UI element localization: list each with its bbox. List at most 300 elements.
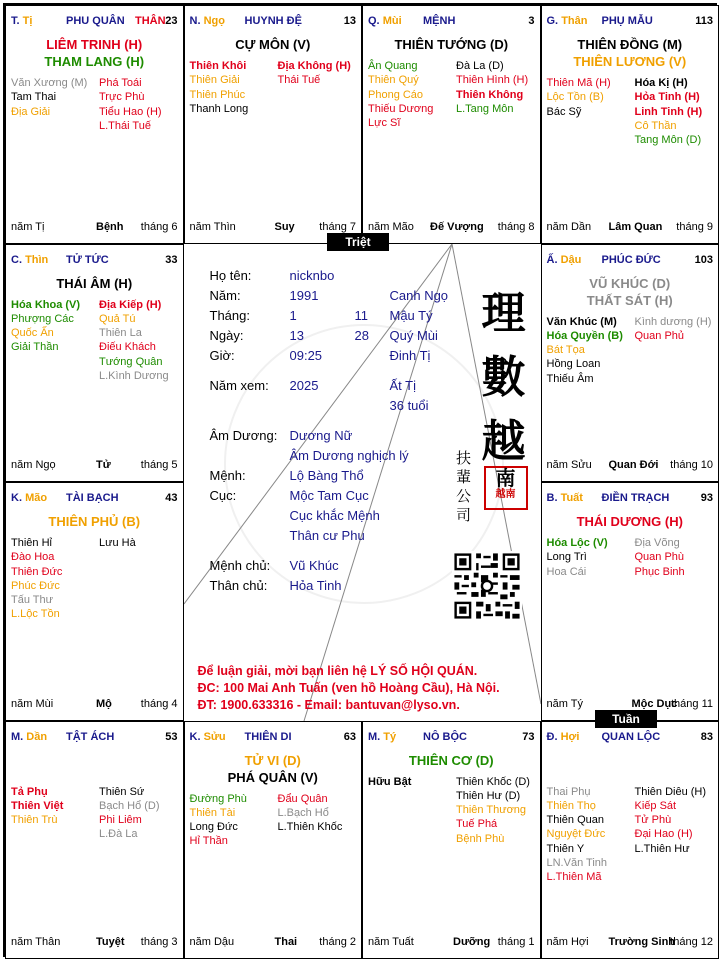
month-num: 11 [354,307,368,323]
contact-line-1: Để luận giải, mời bạn liên hệ LÝ SỐ HỘI QUÁN. [197,663,478,678]
palace-name: PHU QUÂN [66,15,125,27]
minor-star[interactable]: Hóa Khoa (V) [11,298,81,311]
palace-name: HUYNH ĐỆ [244,15,302,27]
palace-can: Q. [368,15,380,27]
palace-cuc-number: 3 [528,15,535,27]
palace-suu[interactable] [184,721,363,960]
palace-year: năm Thìn [189,220,236,233]
palace-tuat[interactable] [541,482,720,721]
main-star[interactable]: THIÊN ĐỒNG (M) [577,37,683,52]
minor-star[interactable]: Lực Sĩ [368,117,401,130]
palace-cuc-number: 93 [700,492,713,504]
palace-year: năm Tý [546,697,583,710]
minor-stars-right [635,315,719,344]
minor-star[interactable]: Thiên Sứ [99,785,145,798]
minor-star[interactable]: Thiên Tài [189,806,236,819]
minor-star[interactable]: Đào Hoa [11,551,55,564]
minor-stars-right [635,785,719,856]
palace-header [190,731,357,747]
minor-stars-right [635,76,719,147]
year-lunar: Canh Ngọ [389,287,449,303]
minor-star[interactable]: Điếu Khách [99,341,156,354]
palace-than-tag: THÂN [135,15,166,27]
cuc-value-1: Mộc Tam Cục [289,487,369,503]
calligraphy-small-char: 司 [455,505,471,524]
calligraphy-char: 理 [481,287,526,339]
palace-month: tháng 9 [676,220,713,233]
palace-name: TỬ TỨC [66,253,109,266]
minor-star[interactable]: Địa Giải [11,105,51,118]
minor-star[interactable]: L.Tang Môn [456,102,514,115]
minor-star[interactable]: Hỏa Tinh (H) [634,91,700,104]
minor-star[interactable]: Tuế Phá [456,818,498,831]
palace-name: THIÊN DI [244,730,292,743]
minor-star[interactable]: Thai Phụ [546,785,591,798]
minor-star[interactable]: Văn Xương (M) [11,77,88,89]
minor-star[interactable]: Cô Thần [634,119,677,132]
palace-stage: Bệnh [96,220,124,233]
minor-stars-left [11,785,95,828]
main-star[interactable]: THIÊN TƯỚNG (D) [394,37,509,52]
amduong-value-2: Âm Dương nghịch lý [289,447,409,463]
amduong-value-1: Dương Nữ [289,427,353,443]
palace-footer [368,221,535,235]
minor-star[interactable]: Tử Phù [634,814,672,827]
minor-star[interactable]: Tấu Thư [11,594,54,607]
palace-chi: Dần [26,730,48,743]
minor-stars-left [11,76,95,119]
minor-star[interactable]: Thái Tuế [277,74,321,87]
palace-can: B. [546,492,558,504]
main-star[interactable]: VŨ KHÚC (D) [589,275,671,291]
palace-cuc-number: 103 [694,253,713,266]
minor-star[interactable]: Phúc Đức [11,579,60,592]
palace-month: tháng 8 [497,220,535,233]
minor-star[interactable]: Quả Tú [99,312,136,325]
palace-year: năm Thân [11,936,61,948]
palace-can: M. [368,730,381,743]
minor-star[interactable]: Thiên Việt [11,799,64,812]
calligraphy-char: 數 [481,351,526,403]
palace-chi: Sửu [203,730,226,743]
minor-star[interactable]: Tiểu Hao (H) [99,105,162,118]
minor-star[interactable]: Thiên Giải [189,74,240,87]
palace-year: năm Tuất [368,936,414,948]
main-star[interactable]: THÁI ÂM (H) [56,275,133,291]
minor-star[interactable]: L.Đà La [99,828,138,841]
palace-mui[interactable] [362,5,541,244]
minor-star[interactable]: L.Thiên Hư [634,842,690,855]
calligraphy-small-char: 公 [455,486,471,505]
minor-star[interactable]: Long Trì [546,551,587,564]
palace-cuc-number: 53 [165,730,178,743]
minor-star[interactable]: Trực Phù [99,91,145,104]
minor-star[interactable]: Thiên Thọ [546,799,596,812]
palace-can: Ấ. [546,253,558,266]
minor-star[interactable]: Đà La (D) [456,60,504,72]
palace-chi: Tuất [560,492,583,504]
view-year-lunar: Ất Tị [389,377,416,393]
palace-cuc-number: 13 [343,15,356,27]
palace-ngo[interactable] [184,5,363,244]
palace-stage: Tử [96,459,111,471]
palace-header [11,15,178,31]
palace-stage: Thai [274,936,298,948]
palace-chi: Tý [383,730,397,743]
palace-chi: Tị [22,15,33,27]
palace-chi: Mão [25,492,48,504]
palace-cuc-number: 33 [165,253,178,266]
triet-tag: Triệt [327,233,389,251]
palace-stage: Dưỡng [453,936,491,948]
minor-star[interactable]: Quan Phù [634,551,685,564]
main-star[interactable]: CỰ MÔN (V) [235,37,311,52]
palace-header [547,15,714,31]
name-value: nicknbo [289,267,335,283]
minor-star[interactable]: Đại Hao (H) [634,828,693,841]
month-solar: 1 [289,307,297,323]
palace-footer [190,936,357,950]
calligraphy-small [454,449,474,525]
minor-star[interactable]: Địa Không (H) [277,60,351,72]
cuc-value-3: Thân cư Phu [289,527,365,543]
palace-chi: Dậu [560,253,582,266]
minor-star[interactable]: Hóa Kị (H) [634,77,688,89]
palace-cuc-number: 63 [343,730,356,743]
minor-stars-left [547,76,631,119]
palace-can: C. [11,253,22,266]
main-star[interactable]: THẤT SÁT (H) [586,292,673,308]
minor-star[interactable]: Thiên Hình (H) [456,74,529,87]
minor-star[interactable]: Tam Thai [11,91,57,104]
main-star[interactable]: THIÊN PHỦ (B) [48,514,141,529]
minor-star[interactable]: Phá Toái [99,77,142,89]
thanchu-label: Thân chủ: [209,577,268,593]
view-year-label: Năm xem: [209,377,269,393]
minor-stars-left [11,536,95,622]
palace-header [547,492,714,508]
palace-chi: Hợi [560,730,580,743]
palace-name: QUAN LỘC [601,730,661,743]
main-stars [542,275,719,309]
tuvi-chart [3,3,717,957]
year-label: Năm: [209,287,241,303]
main-star[interactable]: TỬ VI (D) [244,752,301,768]
minor-star[interactable]: LN.Văn Tinh [546,856,608,869]
palace-year: năm Dần [546,220,592,233]
minor-star[interactable]: Tả Phụ [11,785,48,798]
minor-star[interactable]: Thiên Phúc [189,88,246,101]
main-stars [542,36,719,70]
minor-star[interactable]: Hóa Lộc (V) [546,537,608,549]
minor-star[interactable]: Thiên Hỉ [11,537,52,549]
palace-month: tháng 5 [140,459,178,471]
minor-star[interactable]: Bệnh Phù [456,832,505,845]
palace-stage: Tuyệt [96,936,125,948]
palace-month: tháng 2 [319,936,356,948]
year-solar: 1991 [289,287,319,303]
minor-stars-left [368,59,452,130]
minor-star[interactable]: Phục Binh [634,565,685,578]
palace-can: N. [189,15,201,27]
minor-star[interactable]: L.Bạch Hổ [277,806,329,819]
menhchu-label: Mệnh chủ: [209,557,271,573]
seal-char: 南 [505,488,516,500]
palace-stage: Quan Đới [608,459,659,471]
palace-cuc-number: 83 [700,730,713,743]
minor-star[interactable]: Địa Kiếp (H) [99,298,162,311]
palace-header [11,492,178,508]
minor-star[interactable]: Phượng Các [11,312,74,325]
minor-stars-right [278,59,362,88]
cuc-value-2: Cục khắc Mệnh [289,507,380,523]
palace-stage: Trường Sinh [608,936,676,948]
minor-star[interactable]: L.Thiên Mã [546,871,602,884]
palace-cuc-number: 23 [165,15,178,27]
palace-month: tháng 6 [140,220,178,233]
minor-star[interactable]: Nguyệt Đức [546,828,606,841]
minor-star[interactable]: Thiếu Âm [546,372,594,385]
tuan-tag: Tuần [595,710,657,728]
hour-lunar: Đinh Tị [389,347,431,363]
day-num: 28 [354,327,369,343]
minor-star[interactable]: Hoa Cái [546,565,587,578]
red-seal-stamp [484,466,528,510]
minor-star[interactable]: L.Thiên Khốc [277,821,343,834]
palace-month: tháng 12 [670,936,713,948]
minor-star[interactable]: Hóa Quyền (B) [546,329,623,342]
menh-label: Mệnh: [209,467,246,483]
palace-stage: Mộ [96,697,112,710]
palace-year: năm Hợi [546,936,589,948]
palace-dan[interactable] [5,721,184,960]
amduong-label: Âm Dương: [209,427,278,443]
minor-stars-left [190,59,274,116]
palace-header [11,254,178,270]
palace-stage: Mộc Dục [631,697,678,710]
minor-star[interactable]: Thiên Hư (D) [456,789,521,802]
palace-stage: Đế Vượng [430,220,484,233]
minor-stars-right [99,76,183,133]
minor-star[interactable]: Bát Tọa [546,344,585,357]
palace-header [368,731,535,747]
minor-stars-right [99,785,183,842]
minor-star[interactable]: Thiên Không [456,88,524,101]
minor-star[interactable]: Hỉ Thần [189,835,228,848]
palace-name: ĐIỀN TRẠCH [601,492,670,504]
minor-star[interactable]: Linh Tinh (H) [634,105,703,118]
minor-star[interactable]: Thiếu Dương [368,102,434,115]
palace-thin[interactable] [5,244,184,483]
minor-star[interactable]: L.Kình Dương [99,369,169,382]
main-stars [363,36,540,53]
seal-char: 越 [495,488,506,500]
main-star[interactable]: THIÊN CƠ (D) [408,752,494,768]
palace-footer [11,698,178,712]
minor-stars-right [99,298,183,384]
palace-year: năm Dậu [189,936,235,948]
minor-star[interactable]: Thiên Thương [456,804,527,817]
palace-mao[interactable] [5,482,184,721]
minor-star[interactable]: Long Đức [189,821,238,834]
minor-star[interactable]: Thiên Quan [546,814,604,827]
hour-value: 09:25 [289,347,323,363]
minor-star[interactable]: Thiên Đức [11,565,63,578]
palace-cuc-number: 43 [165,492,178,504]
minor-stars-left [547,536,631,579]
main-stars [6,513,183,530]
main-star[interactable]: THÁI DƯƠNG (H) [576,514,683,529]
minor-star[interactable]: Hữu Bật [368,775,412,788]
calligraphy-small-char: 輩 [455,467,471,486]
palace-year: năm Mùi [11,697,54,710]
minor-stars-right [635,536,719,579]
minor-star[interactable]: Đường Phù [189,792,247,805]
minor-star[interactable]: Phong Cáo [368,88,424,101]
hour-label: Giờ: [209,347,235,363]
main-star[interactable]: LIÊM TRINH (H) [46,37,143,52]
main-stars [6,275,183,292]
main-star[interactable]: THIÊN LƯƠNG (V) [573,54,687,69]
minor-star[interactable]: Kiếp Sát [634,799,677,812]
palace-name: PHỤ MẪU [601,15,653,27]
day-lunar: Quý Mùi [389,327,438,343]
minor-star[interactable]: Đẩu Quân [277,792,328,805]
palace-year: năm Sửu [546,459,592,471]
palace-name: TẬT ÁCH [66,730,115,743]
palace-hoi[interactable] [541,721,720,960]
palace-month: tháng 1 [497,936,535,948]
minor-stars-left [11,298,95,355]
minor-stars-right [456,59,540,116]
palace-name: MỆNH [423,15,456,27]
palace-header [368,15,535,31]
minor-star[interactable]: Bác Sỹ [546,105,582,118]
age-value: 36 tuổi [389,397,429,413]
palace-can: K. [11,492,22,504]
minor-star[interactable]: Bạch Hổ (D) [99,799,160,812]
palace-header [547,731,714,747]
minor-star[interactable]: Thiên Diêu (H) [634,785,707,798]
minor-star[interactable]: Tướng Quân [99,355,163,368]
palace-ty[interactable] [362,721,541,960]
palace-month: tháng 11 [670,697,713,710]
palace-footer [11,221,178,235]
calligraphy-small-char: 扶 [455,448,471,467]
minor-star[interactable]: Thiên Trù [11,814,58,827]
minor-star[interactable]: Lưu Hà [99,537,136,549]
palace-than[interactable] [541,5,720,244]
palace-dau[interactable] [541,244,720,483]
minor-star[interactable]: Hồng Loan [546,358,601,371]
minor-star[interactable]: Thiên La [99,327,142,340]
palace-ti[interactable] [5,5,184,244]
minor-star[interactable]: L.Thái Tuế [99,119,151,132]
main-stars [6,36,183,70]
palace-header [547,254,714,270]
palace-footer [547,221,714,235]
minor-stars-left [190,792,274,849]
main-star[interactable]: PHÁ QUÂN (V) [227,769,318,785]
name-label: Họ tên: [209,267,252,283]
main-star[interactable]: THAM LANG (H) [44,54,145,69]
minor-star[interactable]: Ân Quang [368,60,418,72]
minor-star[interactable]: Thiên Khốc (D) [456,775,530,788]
calligraphy-char: 越 [481,415,526,467]
main-stars [185,36,362,53]
contact-line-2: ĐC: 100 Mai Anh Tuấn (ven hồ Hoàng Cầu), Hà Nội. [197,680,500,695]
cuc-label: Cục: [209,487,237,503]
minor-star[interactable]: Kình dương (H) [634,315,712,328]
contact-line-3: ĐT: 1900.633316 - Email: bantuvan@lyso.vn. [197,697,460,712]
palace-stage: Lâm Quan [608,220,663,233]
palace-chi: Thìn [25,253,49,266]
palace-name: NÔ BỘC [423,730,467,743]
palace-can: Đ. [546,730,558,743]
palace-month: tháng 10 [670,459,713,471]
minor-star[interactable]: Quốc Ấn [11,327,54,340]
palace-name: PHÚC ĐỨC [601,253,661,266]
minor-star[interactable]: Lộc Tồn (B) [546,91,604,104]
palace-name: TÀI BẠCH [66,492,119,504]
palace-month: tháng 3 [140,936,178,948]
minor-star[interactable]: Giải Thần [11,341,59,354]
minor-star[interactable]: Thiên Y [546,842,585,855]
palace-footer [11,936,178,950]
palace-can: M. [11,730,24,743]
menh-value: Lộ Bàng Thổ [289,467,364,483]
palace-year: năm Tị [11,220,45,233]
minor-star[interactable]: Phi Liêm [99,814,142,827]
palace-footer [547,459,714,473]
palace-header [11,731,178,747]
center-info-panel [184,244,541,721]
palace-footer [368,936,535,950]
palace-stage: Suy [274,220,295,233]
day-solar: 13 [289,327,304,343]
palace-header [190,15,357,31]
palace-can: T. [11,15,20,27]
view-year-value: 2025 [289,377,319,393]
palace-chi: Ngọ [203,15,225,27]
minor-star[interactable]: Địa Võng [634,537,680,549]
minor-star[interactable]: Thiên Quý [368,74,419,87]
palace-chi: Mùi [382,15,402,27]
month-lunar: Mậu Tý [389,307,433,323]
minor-stars-right [278,792,362,835]
palace-year: năm Mão [368,220,414,233]
minor-star[interactable]: Văn Khúc (M) [546,315,617,328]
minor-stars-left [368,775,452,789]
thanchu-value: Hỏa Tinh [289,577,342,593]
minor-star[interactable]: L.Lộc Tồn [11,608,60,621]
palace-month: tháng 7 [319,220,356,233]
minor-star[interactable]: Thanh Long [189,102,249,115]
minor-stars-right [456,775,540,846]
minor-star[interactable]: Thiên Khôi [189,60,247,72]
month-label: Tháng: [209,307,250,323]
palace-can: G. [546,15,559,27]
palace-month: tháng 4 [140,697,178,710]
minor-star[interactable]: Tang Môn (D) [634,134,702,147]
minor-star[interactable]: Quan Phủ [634,329,685,342]
palace-year: năm Ngọ [11,459,56,471]
qr-code-icon[interactable] [452,551,522,621]
minor-star[interactable]: Thiên Mã (H) [546,77,611,89]
palace-cuc-number: 113 [695,15,713,27]
menhchu-value: Vũ Khúc [289,557,339,573]
main-stars [363,752,540,769]
